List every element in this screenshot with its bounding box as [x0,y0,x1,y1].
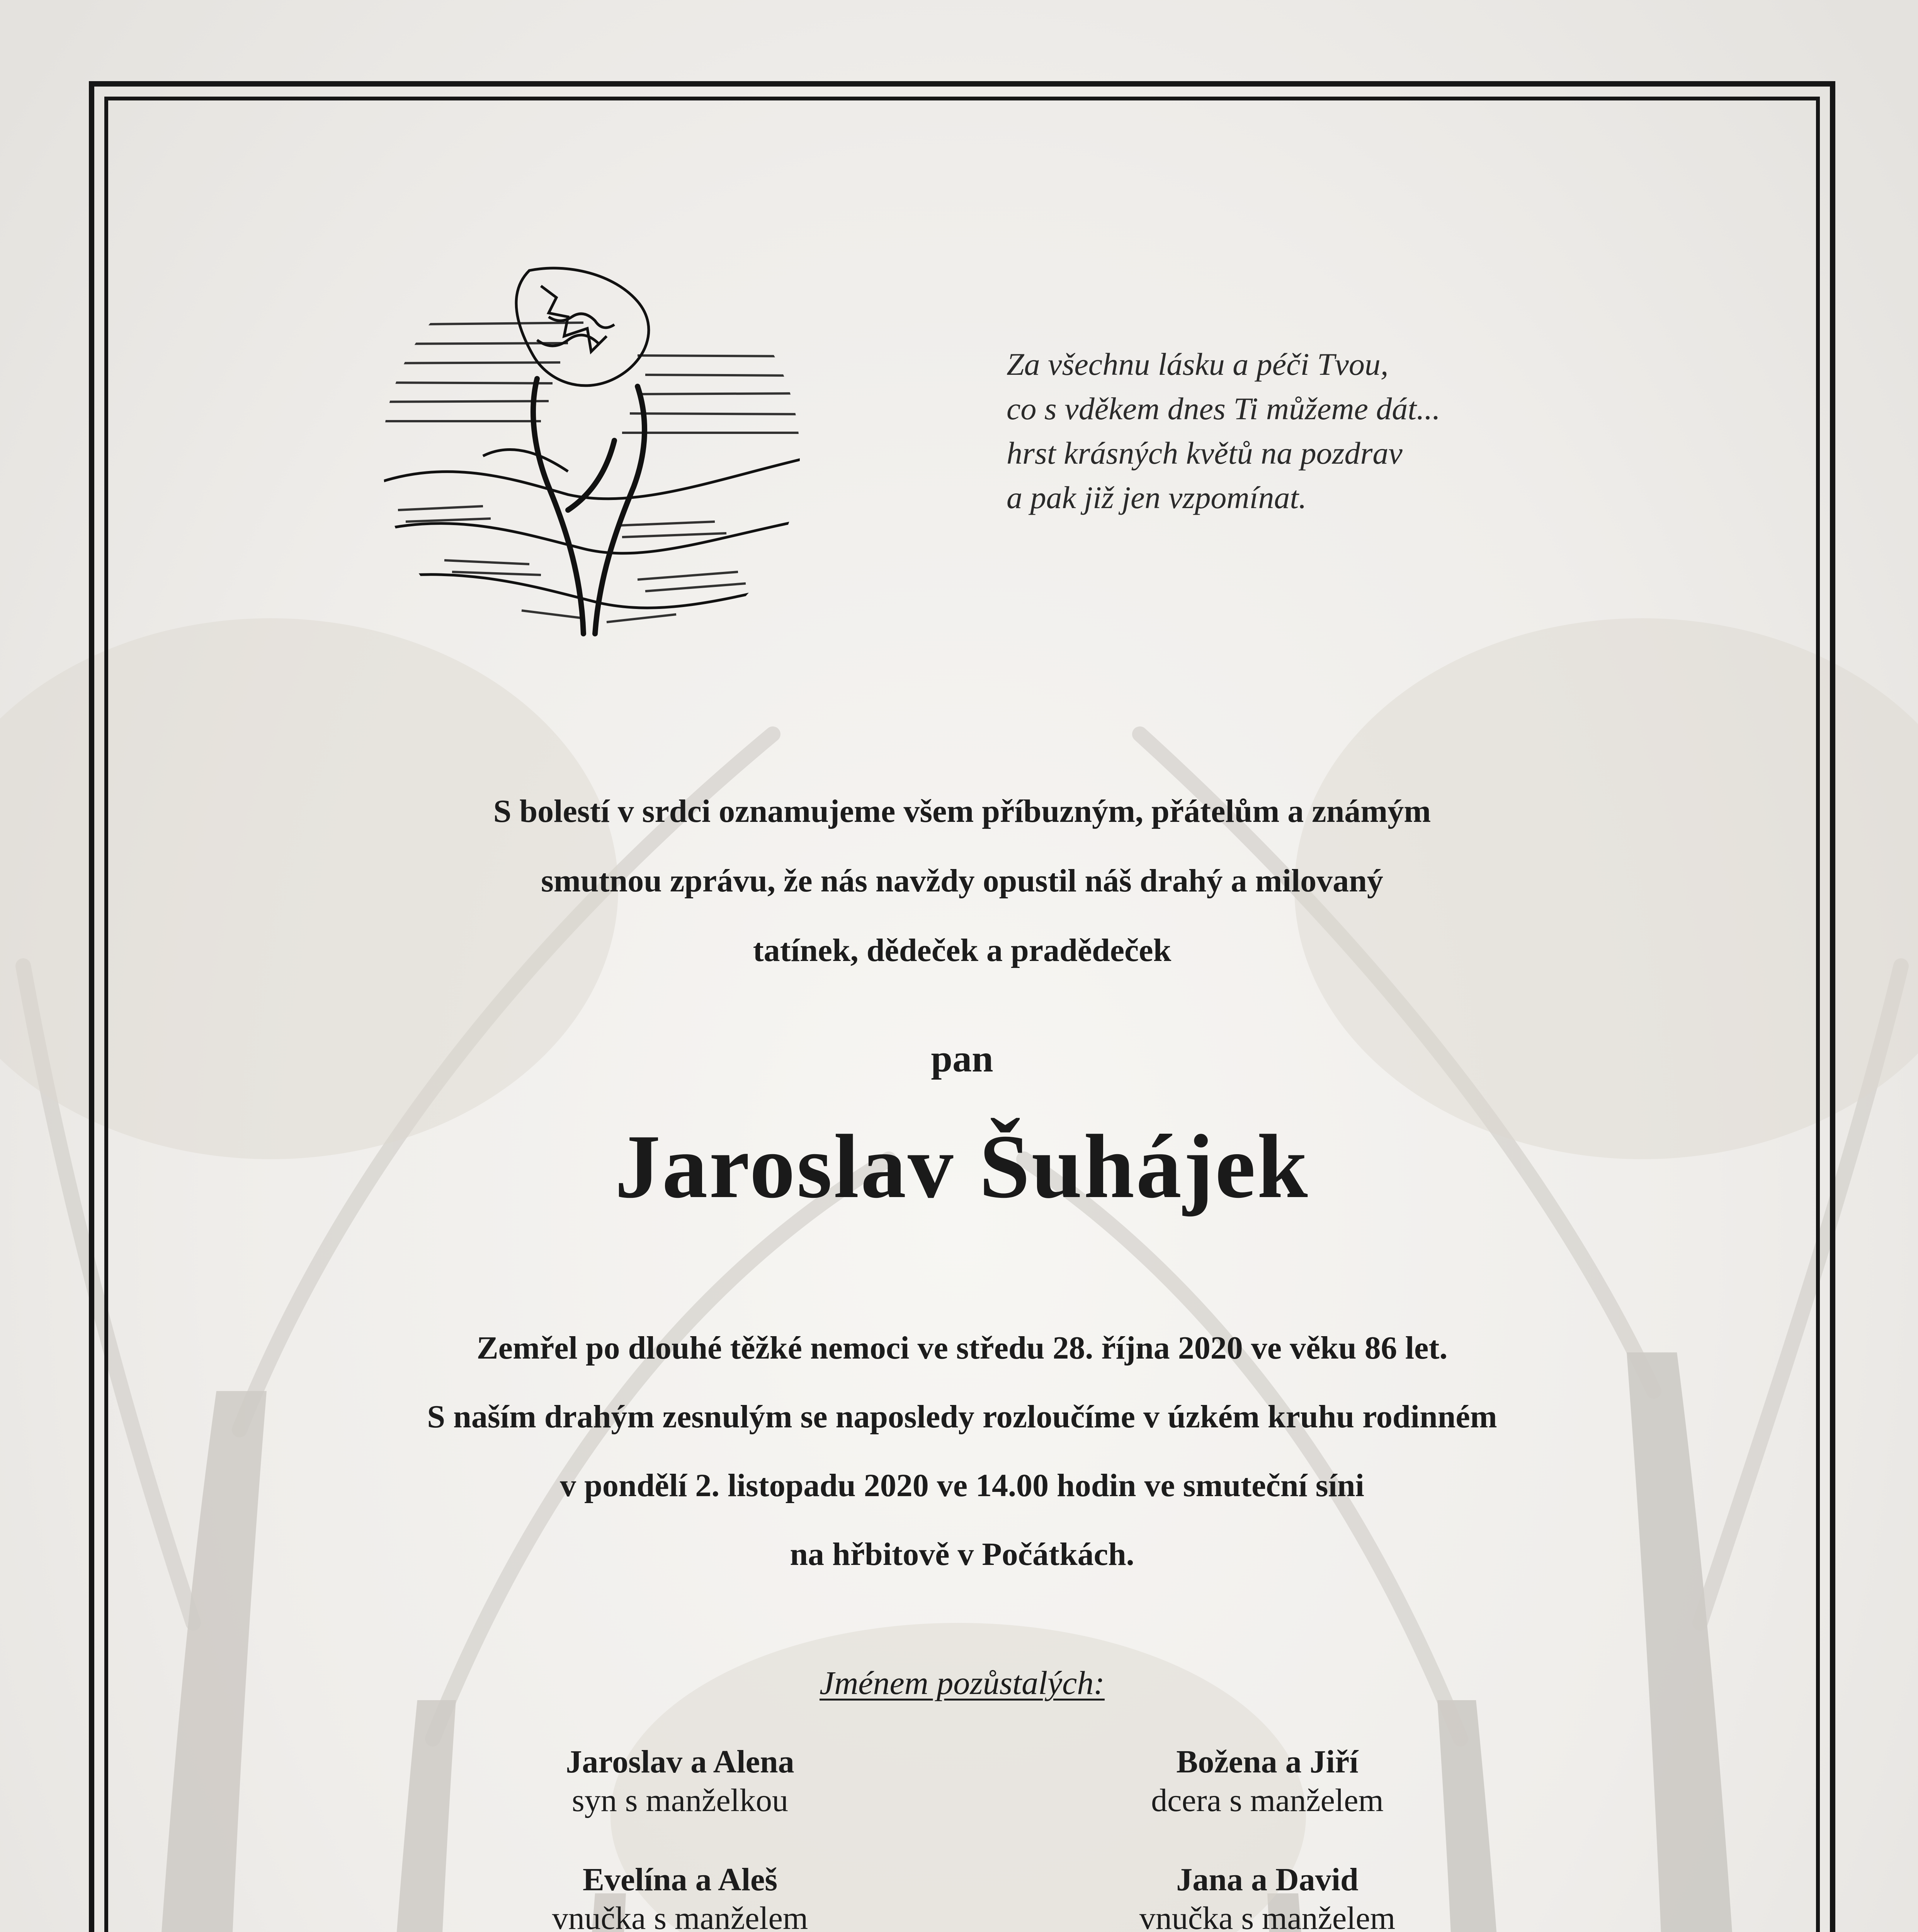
mourner-relation: dcera s manželem [1151,1782,1384,1818]
details-line: Zemřel po dlouhé těžké nemoci ve středu 28. října 2020 ve věku 86 let. [476,1330,1448,1366]
mourner-names: Božena a Jiří [1176,1744,1359,1780]
intro-line: tatínek, dědeček a pradědeček [753,932,1172,968]
intro-line: S bolestí v srdci oznamujeme všem příbuzným, přátelům a známým [493,793,1431,829]
mourner-names: Jaroslav a Alena [566,1744,794,1780]
verse-line: Za všechnu lásku a péči Tvou, [1007,347,1389,382]
verse-line: a pak již jen vzpomínat. [1007,480,1307,515]
tree-landscape-icon [367,240,815,696]
funeral-details [104,1314,1820,1589]
mourner-names: Evelína a Aleš [582,1862,778,1898]
mourner-relation: vnučka s manželem [1139,1900,1396,1932]
mourners-heading: Jménem pozůstalých: [820,1664,1105,1701]
details-line: S naším drahým zesnulým se naposledy rozloučíme v úzkém kruhu rodinném [427,1399,1497,1435]
deceased-title: pan [931,1037,993,1080]
intro-line: smutnou zprávu, že nás navždy opustil náš drahý a milovaný [541,863,1383,899]
details-line: na hřbitově v Počátkách. [790,1536,1134,1572]
mourner-relation: vnučka s manželem [552,1900,808,1932]
verse-line: co s vděkem dnes Ti můžeme dát... [1007,391,1440,426]
mourner-relation: syn s manželkou [572,1782,788,1818]
verse [1007,342,1440,520]
inner-frame [104,97,1820,1932]
verse-line: hrst krásných květů na pozdrav [1007,435,1403,471]
mourner-names: Jana a David [1176,1862,1359,1898]
details-line: v pondělí 2. listopadu 2020 ve 14.00 hodin ve smuteční síni [560,1468,1364,1503]
mourner-entry [1016,1743,1518,1820]
mourner-entry [429,1861,931,1932]
deceased-name: Jaroslav Šuhájek [615,1116,1309,1217]
mourner-entry [429,1743,931,1820]
mourner-entry [1016,1861,1518,1932]
announcement-intro [104,777,1820,985]
